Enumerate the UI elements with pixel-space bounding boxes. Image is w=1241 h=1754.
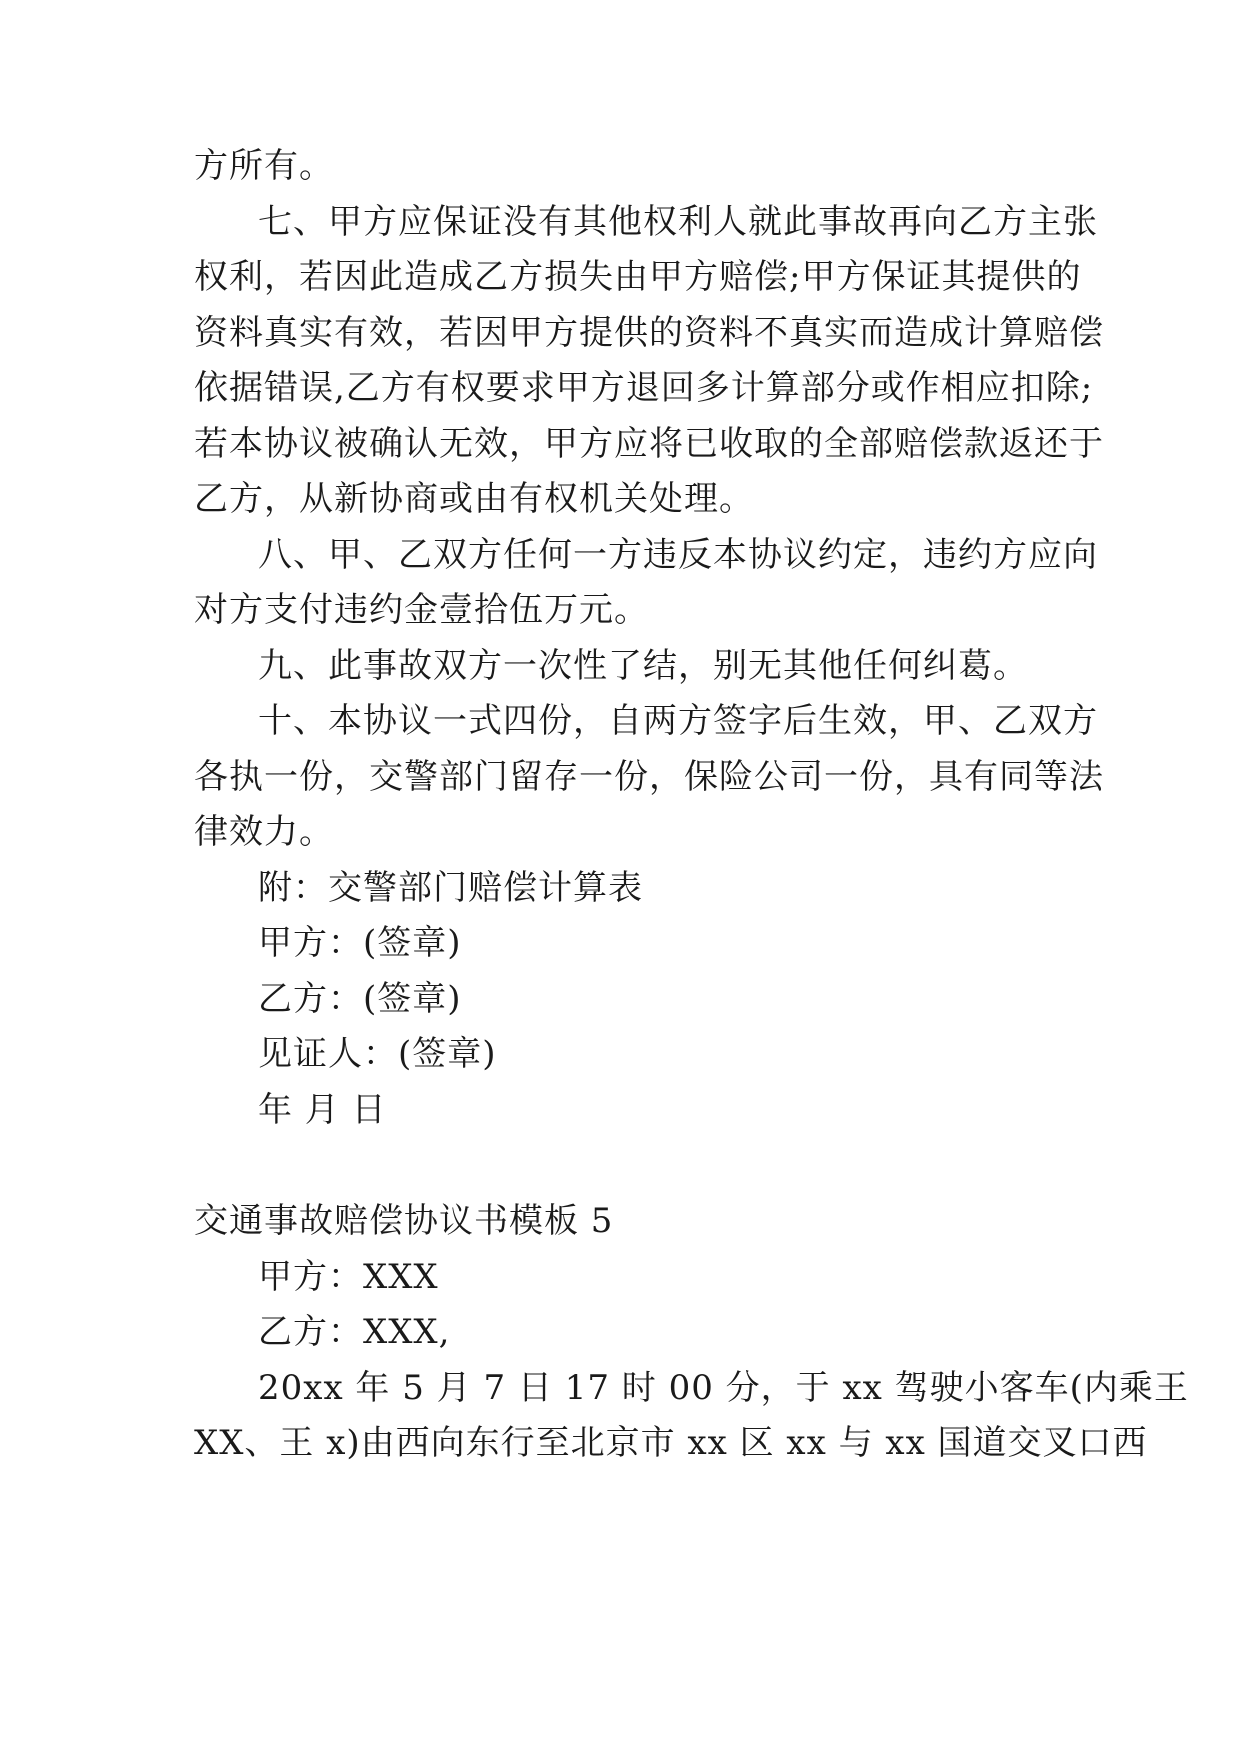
paragraph-line: XX、王 x)由西向东行至北京市 xx 区 xx 与 xx 国道交叉口西 xyxy=(194,1423,1148,1463)
paragraph-line: 十、本协议一式四份，自两方签字后生效，甲、乙双方 xyxy=(258,701,1098,741)
paragraph-line: 律效力。 xyxy=(194,812,334,852)
date-line: 年 月 日 xyxy=(258,1090,387,1130)
paragraph-line: 资料真实有效，若因甲方提供的资料不真实而造成计算赔偿 xyxy=(194,313,1104,353)
paragraph-line: 权利，若因此造成乙方损失由甲方赔偿;甲方保证其提供的 xyxy=(194,257,1082,297)
paragraph-line: 方所有。 xyxy=(194,146,334,186)
attachment-line: 附：交警部门赔偿计算表 xyxy=(258,868,643,908)
paragraph-line: 九、此事故双方一次性了结，别无其他任何纠葛。 xyxy=(258,646,1028,686)
paragraph-line: 各执一份，交警部门留存一份，保险公司一份，具有同等法 xyxy=(194,757,1104,797)
paragraph-line: 七、甲方应保证没有其他权利人就此事故再向乙方主张 xyxy=(258,202,1098,242)
signature-party-a: 甲方：(签章) xyxy=(258,923,462,963)
party-a-line: 甲方：XXX xyxy=(258,1257,439,1297)
paragraph-line: 20xx 年 5 月 7 日 17 时 00 分，于 xx 驾驶小客车(内乘王 xyxy=(258,1368,1189,1408)
section-title: 交通事故赔偿协议书模板 5 xyxy=(194,1201,614,1241)
signature-witness: 见证人：(签章) xyxy=(258,1034,497,1074)
paragraph-line: 乙方，从新协商或由有权机关处理。 xyxy=(194,479,754,519)
paragraph-line: 八、甲、乙双方任何一方违反本协议约定，违约方应向 xyxy=(258,535,1098,575)
paragraph-line: 若本协议被确认无效，甲方应将已收取的全部赔偿款返还于 xyxy=(194,424,1104,464)
signature-party-b: 乙方：(签章) xyxy=(258,979,462,1019)
party-b-line: 乙方：XXX, xyxy=(258,1312,451,1352)
paragraph-line: 依据错误,乙方有权要求甲方退回多计算部分或作相应扣除; xyxy=(194,368,1094,408)
paragraph-line: 对方支付违约金壹拾伍万元。 xyxy=(194,590,649,630)
